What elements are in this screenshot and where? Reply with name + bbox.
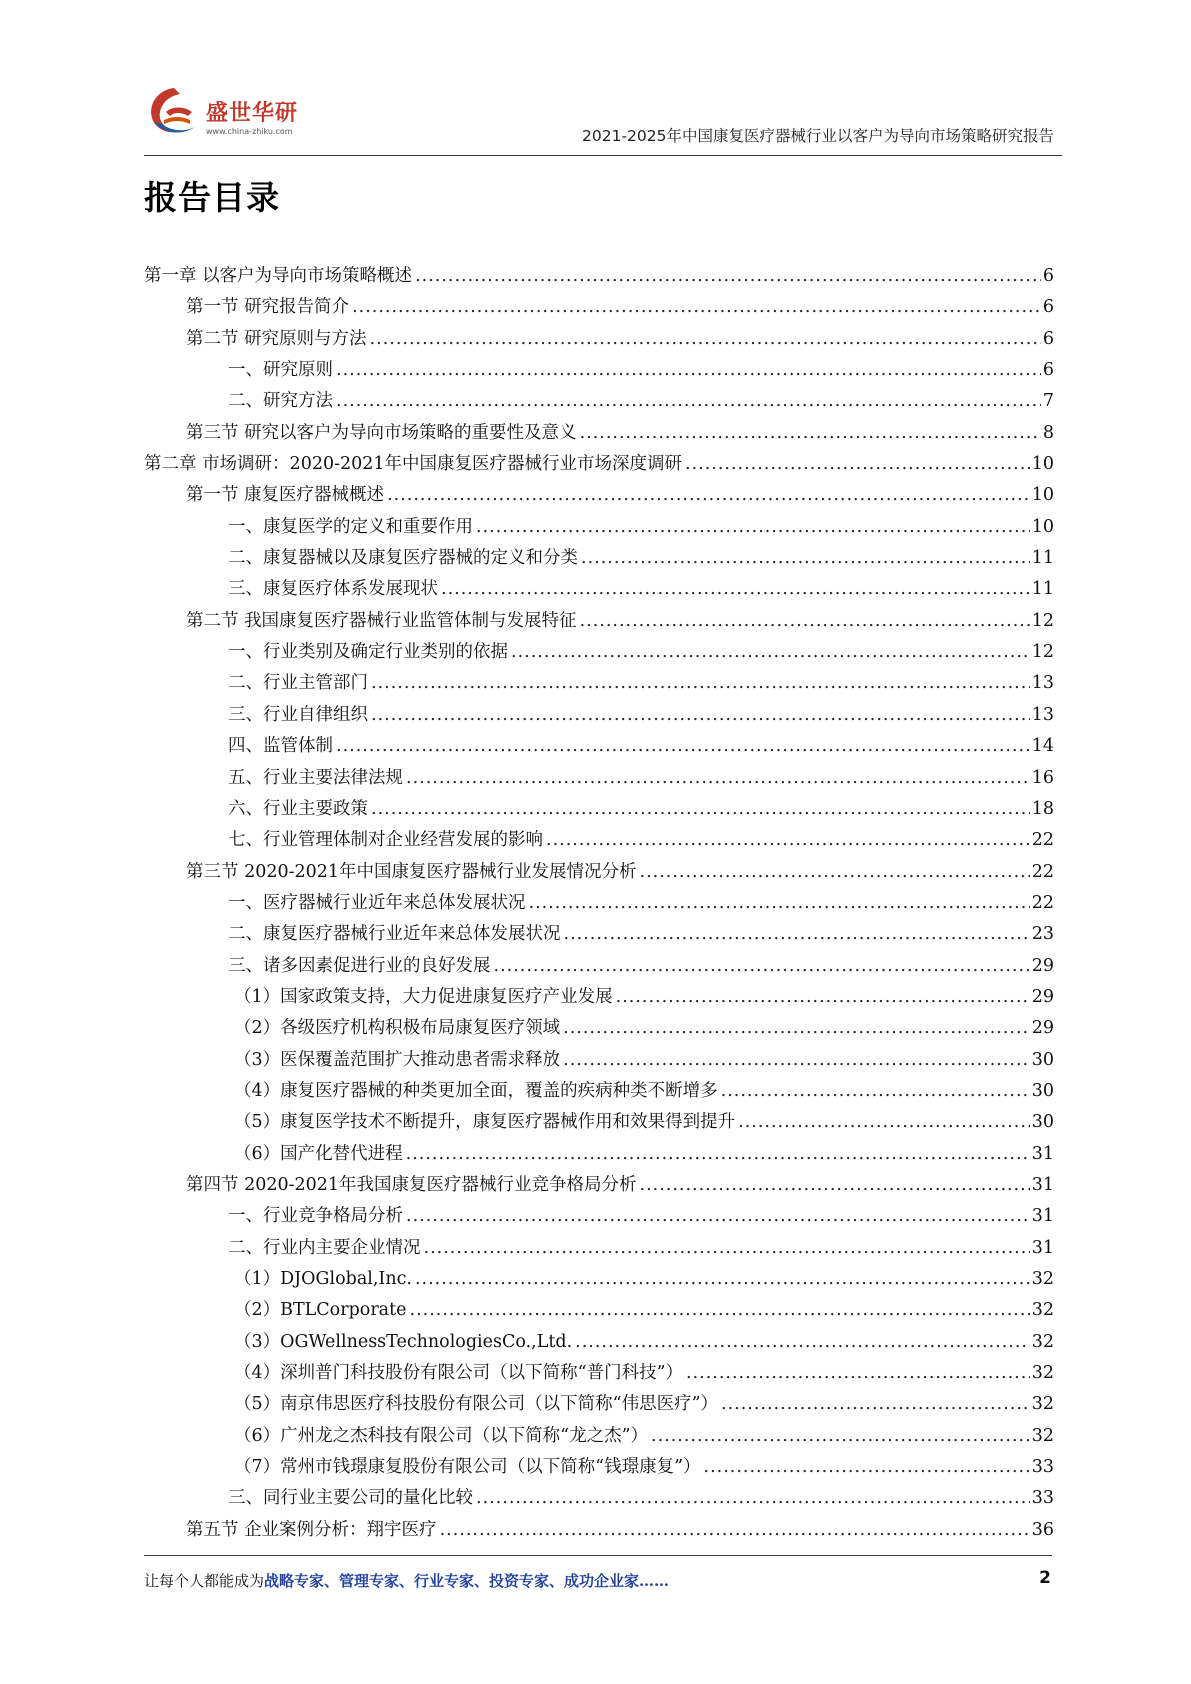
toc-entry-page: 23 [1031, 924, 1054, 945]
toc-entry-page: 6 [1042, 297, 1054, 318]
toc-leader-dots [580, 611, 1030, 631]
toc-entry-label: 第三节 研究以客户为导向市场策略的重要性及意义 [186, 422, 577, 443]
toc-entry[interactable] [144, 889, 1054, 920]
toc-entry[interactable] [144, 1202, 1054, 1233]
toc-entry[interactable] [144, 1390, 1054, 1421]
toc-entry-page: 6 [1042, 328, 1054, 349]
toc-entry-page: 16 [1031, 767, 1054, 788]
company-logo [144, 82, 314, 148]
toc-leader-dots [685, 454, 1030, 474]
toc-entry[interactable] [144, 764, 1054, 795]
toc-entry-page: 22 [1031, 892, 1054, 913]
toc-leader-dots [564, 924, 1030, 944]
toc-entry-label: （6）国产化替代进程 [234, 1143, 403, 1164]
toc-entry[interactable] [144, 952, 1054, 983]
toc-leader-dots [352, 297, 1041, 317]
toc-entry[interactable] [144, 795, 1054, 826]
toc-entry-label: （5）南京伟思医疗科技股份有限公司（以下简称“伟思医疗”） [234, 1394, 719, 1415]
logo-url: www.china-zhiku.com [206, 127, 293, 136]
toc-entry-page: 22 [1031, 830, 1054, 851]
table-of-contents [144, 262, 1054, 1547]
toc-entry-page: 11 [1031, 579, 1054, 600]
toc-leader-dots [546, 830, 1030, 850]
toc-entry-label: （4）康复医疗器械的种类更加全面，覆盖的疾病种类不断增多 [234, 1080, 718, 1101]
toc-entry-page: 10 [1031, 516, 1054, 537]
toc-leader-dots [581, 548, 1030, 568]
footer-divider [144, 1555, 1052, 1556]
toc-leader-dots [640, 1175, 1030, 1195]
toc-entry[interactable] [144, 262, 1054, 293]
toc-entry-label: 五、行业主要法律法规 [228, 767, 403, 788]
toc-entry[interactable] [144, 858, 1054, 889]
toc-leader-dots [686, 1363, 1030, 1383]
toc-leader-dots [370, 329, 1041, 349]
toc-entry-page: 31 [1031, 1174, 1054, 1195]
toc-entry[interactable] [144, 387, 1054, 418]
toc-entry-label: 第二节 我国康复医疗器械行业监管体制与发展特征 [186, 610, 577, 631]
footer-slogan-prefix: 让每个人都能成为 [144, 1572, 265, 1590]
toc-leader-dots [721, 1394, 1030, 1414]
toc-entry-label: （5）康复医学技术不断提升，康复医疗器械作用和效果得到提升 [234, 1112, 736, 1133]
toc-entry-label: 二、康复器械以及康复医疗器械的定义和分类 [228, 548, 578, 569]
logo-mark-icon [144, 82, 206, 144]
toc-leader-dots [616, 987, 1030, 1007]
toc-entry[interactable] [144, 1359, 1054, 1390]
toc-leader-dots [563, 1018, 1030, 1038]
toc-entry-label: 二、康复医疗器械行业近年来总体发展状况 [228, 924, 561, 945]
toc-entry[interactable] [144, 1453, 1054, 1484]
toc-entry-page: 31 [1031, 1206, 1054, 1227]
toc-entry-page: 30 [1031, 1112, 1054, 1133]
toc-entry-label: 一、研究原则 [228, 360, 333, 381]
toc-entry[interactable] [144, 1296, 1054, 1327]
toc-entry-page: 13 [1031, 704, 1054, 725]
toc-entry-label: 三、诸多因素促进行业的良好发展 [228, 955, 491, 976]
toc-leader-dots [529, 893, 1030, 913]
toc-entry[interactable] [144, 1265, 1054, 1296]
toc-entry[interactable] [144, 544, 1054, 575]
toc-entry[interactable] [144, 669, 1054, 700]
toc-leader-dots [371, 705, 1030, 725]
page-title: 报告目录 [144, 178, 280, 217]
toc-entry-label: 一、行业类别及确定行业类别的依据 [228, 642, 508, 663]
toc-entry-page: 14 [1031, 736, 1054, 757]
toc-leader-dots [721, 1081, 1030, 1101]
toc-entry-page: 18 [1031, 798, 1054, 819]
toc-entry-label: 第一章 以客户为导向市场策略概述 [144, 266, 413, 286]
toc-leader-dots [476, 517, 1030, 537]
toc-entry[interactable] [144, 1234, 1054, 1265]
toc-entry[interactable] [144, 450, 1054, 481]
toc-entry[interactable] [144, 513, 1054, 544]
toc-entry[interactable] [144, 1484, 1054, 1515]
toc-leader-dots [575, 1332, 1030, 1352]
toc-entry-label: 第五节 企业案例分析：翔宇医疗 [186, 1519, 437, 1540]
toc-leader-dots [563, 1050, 1030, 1070]
toc-leader-dots [476, 1488, 1030, 1508]
toc-entry-page: 6 [1042, 360, 1054, 381]
page-number: 2 [1039, 1568, 1051, 1588]
toc-leader-dots [336, 736, 1030, 756]
toc-leader-dots [511, 642, 1030, 662]
toc-entry-page: 31 [1031, 1237, 1054, 1258]
toc-leader-dots [704, 1457, 1030, 1477]
toc-entry-page: 10 [1031, 485, 1054, 506]
toc-entry[interactable] [144, 1328, 1054, 1359]
toc-leader-dots [336, 360, 1041, 380]
toc-entry-label: （4）深圳普门科技股份有限公司（以下简称“普门科技”） [234, 1363, 684, 1384]
toc-leader-dots [410, 1300, 1030, 1320]
toc-leader-dots [424, 1238, 1030, 1258]
toc-leader-dots [371, 673, 1030, 693]
toc-entry-page: 32 [1031, 1394, 1054, 1415]
toc-entry-page: 22 [1031, 861, 1054, 882]
toc-leader-dots [651, 1426, 1030, 1446]
toc-entry-page: 10 [1031, 454, 1054, 475]
toc-leader-dots [387, 485, 1030, 505]
toc-entry[interactable] [144, 325, 1054, 356]
toc-leader-dots [371, 799, 1030, 819]
toc-entry[interactable] [144, 575, 1054, 606]
toc-entry[interactable] [144, 481, 1054, 512]
toc-entry-label: 第一节 康复医疗器械概述 [186, 485, 385, 506]
toc-entry-label: 第三节 2020-2021年中国康复医疗器械行业发展情况分析 [186, 861, 637, 882]
toc-leader-dots [415, 1269, 1030, 1289]
toc-entry-label: （7）常州市钱璟康复股份有限公司（以下简称“钱璟康复”） [234, 1457, 701, 1478]
toc-leader-dots [580, 423, 1041, 443]
toc-leader-dots [415, 266, 1041, 286]
toc-leader-dots [336, 391, 1041, 411]
toc-entry-label: 第二章 市场调研：2020-2021年中国康复医疗器械行业市场深度调研 [144, 454, 683, 475]
toc-entry-label: 二、行业主管部门 [228, 673, 368, 694]
toc-entry[interactable] [144, 638, 1054, 669]
toc-entry-page: 8 [1042, 422, 1054, 443]
toc-leader-dots [441, 579, 1030, 599]
toc-entry[interactable] [144, 1516, 1054, 1547]
toc-entry-page: 29 [1031, 955, 1054, 976]
toc-entry-page: 32 [1031, 1269, 1054, 1289]
toc-leader-dots [406, 1206, 1030, 1226]
toc-entry-page: 29 [1031, 986, 1054, 1007]
toc-entry[interactable] [144, 1014, 1054, 1045]
toc-entry[interactable] [144, 1140, 1054, 1171]
toc-entry[interactable] [144, 983, 1054, 1014]
toc-entry-page: 6 [1042, 266, 1054, 286]
toc-entry[interactable] [144, 1422, 1054, 1453]
toc-entry-label: 二、行业内主要企业情况 [228, 1237, 421, 1258]
header-divider [144, 155, 1062, 156]
toc-entry-label: 第四节 2020-2021年我国康复医疗器械行业竞争格局分析 [186, 1174, 637, 1195]
toc-entry-page: 29 [1031, 1018, 1054, 1039]
toc-entry-label: 一、行业竞争格局分析 [228, 1206, 403, 1227]
toc-entry-label: 七、行业管理体制对企业经营发展的影响 [228, 830, 543, 851]
toc-entry-label: 三、同行业主要公司的量化比较 [228, 1488, 473, 1509]
toc-entry-page: 32 [1031, 1331, 1054, 1352]
toc-entry-page: 36 [1031, 1519, 1054, 1540]
toc-entry-page: 31 [1031, 1143, 1054, 1164]
toc-entry[interactable] [144, 293, 1054, 324]
toc-leader-dots [494, 956, 1030, 976]
toc-entry-label: （6）广州龙之杰科技有限公司（以下简称“龙之杰”） [234, 1425, 649, 1446]
toc-entry-page: 12 [1031, 642, 1054, 663]
toc-entry-label: 第一节 研究报告简介 [186, 297, 350, 318]
toc-entry-label: 三、康复医疗体系发展现状 [228, 579, 438, 600]
report-title: 2021-2025年中国康复医疗器械行业以客户为导向市场策略研究报告 [582, 127, 1054, 145]
toc-entry[interactable] [144, 1108, 1054, 1139]
toc-leader-dots [406, 768, 1030, 788]
footer-slogan [144, 1570, 669, 1591]
toc-entry-label: 一、医疗器械行业近年来总体发展状况 [228, 892, 526, 913]
toc-entry[interactable] [144, 356, 1054, 387]
toc-leader-dots [406, 1144, 1030, 1164]
toc-entry-label: （3）医保覆盖范围扩大推动患者需求释放 [234, 1049, 561, 1070]
toc-entry[interactable] [144, 701, 1054, 732]
toc-entry-label: 二、研究方法 [228, 391, 333, 412]
toc-entry-label: （3）OGWellnessTechnologiesCo.,Ltd. [234, 1331, 573, 1352]
toc-entry-page: 30 [1031, 1049, 1054, 1070]
toc-entry[interactable] [144, 920, 1054, 951]
toc-entry-page: 30 [1031, 1080, 1054, 1101]
toc-entry[interactable] [144, 419, 1054, 450]
toc-entry[interactable] [144, 732, 1054, 763]
toc-entry-label: 四、监管体制 [228, 736, 333, 757]
toc-entry-label: 第二节 研究原则与方法 [186, 328, 367, 349]
toc-entry-page: 12 [1031, 610, 1054, 631]
toc-entry[interactable] [144, 1046, 1054, 1077]
logo-name: 盛世华研 [206, 101, 299, 126]
toc-entry[interactable] [144, 826, 1054, 857]
toc-entry-page: 11 [1031, 548, 1054, 569]
toc-entry[interactable] [144, 1171, 1054, 1202]
toc-entry-page: 13 [1031, 673, 1054, 694]
toc-leader-dots [440, 1520, 1030, 1540]
toc-entry-page: 7 [1042, 391, 1054, 412]
toc-entry-label: （1）DJOGlobal,Inc. [234, 1269, 412, 1289]
toc-entry-label: 三、行业自律组织 [228, 704, 368, 725]
toc-entry-page: 33 [1031, 1457, 1054, 1478]
toc-entry-page: 32 [1031, 1425, 1054, 1446]
toc-entry-label: （2）各级医疗机构积极布局康复医疗领域 [234, 1018, 561, 1039]
footer-slogan-highlight: 战略专家、管理专家、行业专家、投资专家、成功企业家…… [264, 1572, 670, 1590]
toc-entry-page: 33 [1031, 1488, 1054, 1509]
toc-entry[interactable] [144, 1077, 1054, 1108]
toc-leader-dots [640, 862, 1030, 882]
toc-entry[interactable] [144, 607, 1054, 638]
toc-entry-label: （2）BTLCorporate [234, 1300, 407, 1321]
toc-leader-dots [738, 1112, 1030, 1132]
toc-entry-page: 32 [1031, 1300, 1054, 1321]
toc-entry-label: 六、行业主要政策 [228, 798, 368, 819]
toc-entry-label: （1）国家政策支持，大力促进康复医疗产业发展 [234, 986, 613, 1007]
toc-entry-label: 一、康复医学的定义和重要作用 [228, 516, 473, 537]
toc-entry-page: 32 [1031, 1363, 1054, 1384]
page-header [144, 78, 1062, 158]
